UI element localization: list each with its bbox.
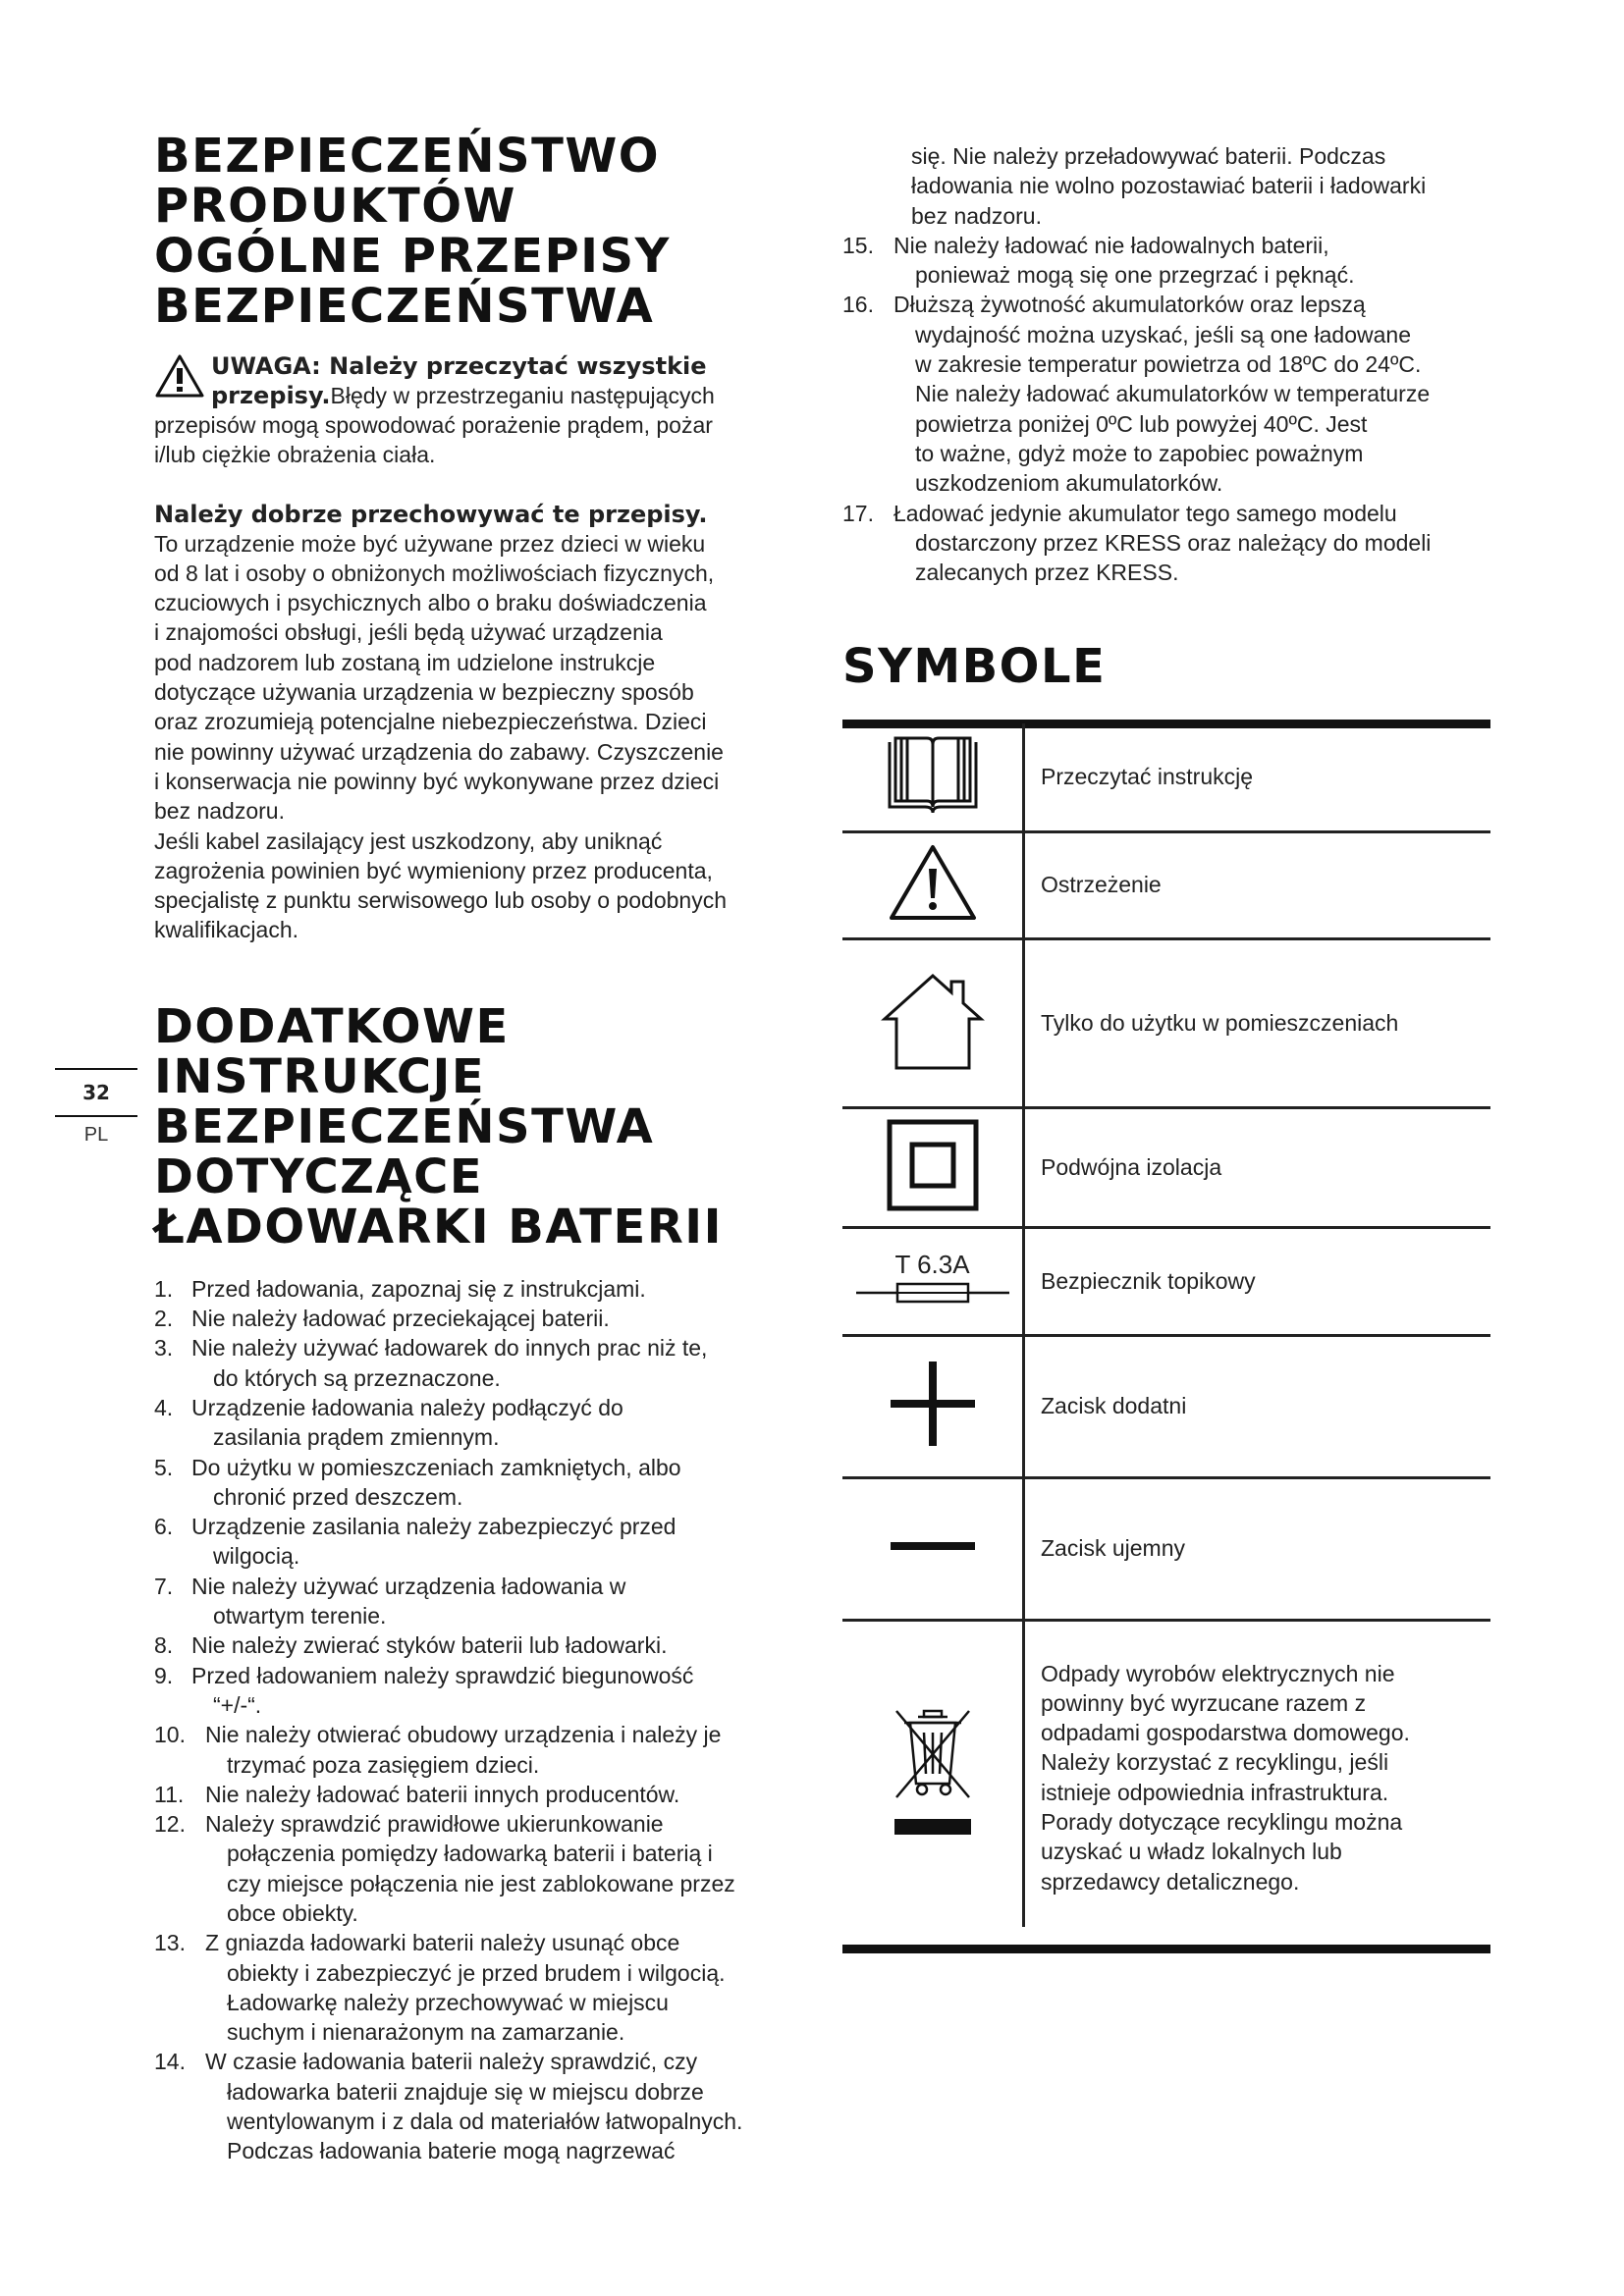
- title-line: BEZPIECZEŃSTWO: [154, 129, 661, 184]
- warning-heading: UWAGA: Należy przeczytać wszystkie: [211, 352, 707, 380]
- list-item-number: 7.: [154, 1573, 174, 1599]
- symbol-icon-cell: [842, 1335, 1024, 1477]
- list-item: [154, 1780, 810, 1809]
- symbol-icon-cell: [842, 1620, 1024, 1927]
- paragraph-line: nie powinny używać urządzenia do zabawy. Czyszczenie: [154, 738, 724, 765]
- symbol-row: [842, 1227, 1490, 1335]
- list-item-line: Nie należy używać urządzenia ładowania w: [191, 1573, 626, 1599]
- label-line: Odpady wyrobów elektrycznych nie: [1041, 1660, 1395, 1686]
- paragraph-line: i znajomości obsługi, jeśli będą używać urządzenia: [154, 619, 663, 646]
- symbol-label: Podwójna izolacja: [1041, 1153, 1222, 1180]
- list-item-line: otwartym terenie.: [213, 1603, 387, 1629]
- list-item-number: 9.: [154, 1662, 174, 1688]
- list-item-line: Do użytku w pomieszczeniach zamkniętych, albo: [191, 1454, 681, 1480]
- list-item-line: Nie należy ładować akumulatorków w temperaturze: [915, 381, 1431, 407]
- children-safety-paragraph: [154, 529, 810, 945]
- list-item-line: Podczas ładowania baterie mogą nagrzewać: [227, 2138, 676, 2164]
- paragraph-line: dotyczące używania urządzenia w bezpieczny sposób: [154, 679, 694, 706]
- list-item-number: 3.: [154, 1335, 174, 1362]
- list-item-line: zasilania prądem zmiennym.: [213, 1424, 500, 1451]
- symbol-row: [842, 831, 1490, 938]
- list-item: [154, 1304, 810, 1333]
- symbol-row: [842, 1107, 1490, 1227]
- symbols-table: [842, 723, 1490, 1927]
- list-item-line: chronić przed deszczem.: [213, 1483, 463, 1510]
- list-item: [842, 290, 1490, 498]
- symbol-icon-cell: [842, 1107, 1024, 1227]
- list-item-line: dostarczony przez KRESS oraz należący do modeli: [915, 529, 1432, 556]
- list-item-number: 4.: [154, 1394, 174, 1420]
- symbols-table-bottom-rule: [842, 1945, 1490, 1953]
- label-line: sprzedawcy detalicznego.: [1041, 1868, 1300, 1895]
- book-icon: [884, 734, 982, 815]
- list-item-line: obce obiekty.: [227, 1899, 358, 1926]
- symbol-row: [842, 1620, 1490, 1927]
- list-item: [154, 1512, 810, 1572]
- list-item-number: 15.: [842, 232, 874, 258]
- list-item-number: 1.: [154, 1275, 174, 1302]
- symbol-icon-cell: [842, 1477, 1024, 1620]
- list-item-line: Dłuższą żywotność akumulatorków oraz lepszą: [893, 292, 1366, 318]
- symbol-label: Ostrzeżenie: [1041, 872, 1162, 898]
- list-item: [154, 1720, 810, 1780]
- fuse-rating-text: T 6.3A: [894, 1249, 970, 1279]
- list-item-number: 14.: [154, 2049, 186, 2075]
- paragraph-line: Jeśli kabel zasilający jest uszkodzony, aby uniknąć: [154, 828, 663, 854]
- list-item-line: Ładowarkę należy przechowywać w miejscu: [227, 1989, 669, 2015]
- section-title-charger-safety: [154, 998, 810, 1255]
- list-item-line: to ważne, gdyż może to zapobiec poważnym: [915, 440, 1364, 466]
- symbol-icon-cell: [842, 831, 1024, 938]
- list-item: [154, 1333, 810, 1393]
- charger-instructions-list-continued: [842, 231, 1490, 588]
- list-item-line: Nie należy zwierać styków baterii lub ładowarki.: [191, 1632, 668, 1659]
- title-line: DODATKOWE: [154, 998, 510, 1054]
- list-item-number: 6.: [154, 1514, 174, 1540]
- paragraph-line: bez nadzoru.: [154, 798, 285, 825]
- plus-icon: [889, 1360, 977, 1448]
- symbol-label-weee: [1024, 1620, 1491, 1927]
- paragraph-line: oraz zrozumieją potencjalne niebezpieczeństwa. Dzieci: [154, 709, 707, 735]
- symbol-row: [842, 938, 1490, 1107]
- paragraph-line: To urządzenie może być używane przez dzieci w wieku: [154, 530, 706, 557]
- page-marker: [55, 1068, 137, 1152]
- list-item: [154, 1661, 810, 1721]
- list-item-line: Ładować jedynie akumulator tego samego modelu: [893, 500, 1397, 526]
- list-item-line: Urządzenie zasilania należy zabezpieczyć przed: [191, 1514, 677, 1540]
- list-item-line: ładowarka baterii znajduje się w miejscu dobrze: [227, 2078, 704, 2105]
- symbol-row: [842, 1335, 1490, 1477]
- list-item-number: 13.: [154, 1930, 186, 1956]
- list-item: [154, 2047, 810, 2165]
- list-item: [154, 1393, 810, 1453]
- list-item-line: Należy sprawdzić prawidłowe ukierunkowanie: [205, 1811, 664, 1838]
- list-item-line: ładowania nie wolno pozostawiać baterii i ładowarki: [911, 173, 1427, 199]
- symbol-label: Bezpiecznik topikowy: [1041, 1267, 1256, 1294]
- list-item: [154, 1809, 810, 1928]
- paragraph-line: od 8 lat i osoby o obniżonych możliwościach fizycznych,: [154, 560, 715, 586]
- list-item-line: “+/-“.: [213, 1691, 262, 1718]
- crossed-bin-icon: [889, 1703, 977, 1841]
- list-item-number: 11.: [154, 1781, 185, 1807]
- paragraph-line: pod nadzorem lub zostaną im udzielone instrukcje: [154, 649, 656, 675]
- keep-instructions-heading: Należy dobrze przechowywać te przepisy.: [154, 500, 708, 528]
- warning-triangle-icon: [154, 353, 205, 399]
- list-item-line: ponieważ mogą się one przegrzać i pęknąć.: [915, 262, 1355, 289]
- list-item-line: w zakresie temperatur powietrza od 18ºC do 24ºC.: [915, 351, 1422, 378]
- list-item-line: do których są przeznaczone.: [213, 1364, 501, 1391]
- list-item-line: bez nadzoru.: [911, 202, 1042, 229]
- paragraph-line: zagrożenia powinien być wymieniony przez producenta,: [154, 857, 713, 883]
- symbol-icon-cell: [842, 723, 1024, 831]
- list-item-line: zalecanych przez KRESS.: [915, 560, 1179, 586]
- symbol-label: Przeczytać instrukcję: [1041, 764, 1254, 790]
- list-item: [154, 1274, 810, 1304]
- warning-triangle-icon: [888, 843, 978, 922]
- house-icon: [879, 970, 987, 1072]
- list-item-line: połączenia pomiędzy ładowarką baterii i baterią i: [227, 1841, 713, 1867]
- title-line: PRODUKTÓW: [154, 179, 516, 234]
- label-line: powinny być wyrzucane razem z: [1041, 1689, 1367, 1716]
- fuse-icon: [854, 1278, 1011, 1308]
- charger-instructions-list: [154, 1274, 810, 2166]
- minus-icon: [889, 1538, 977, 1554]
- warning-text-line: przepisów mogą spowodować porażenie prądem, pożar: [154, 412, 713, 438]
- label-line: Porady dotyczące recyklingu można: [1041, 1808, 1403, 1835]
- list-item-number: 5.: [154, 1454, 174, 1480]
- title-line: DOTYCZĄCE: [154, 1148, 484, 1204]
- list-item: [154, 1572, 810, 1631]
- list-item-line: Nie należy ładować przeciekającej baterii.: [191, 1306, 610, 1332]
- list-item-number: 8.: [154, 1632, 174, 1659]
- symbol-row: [842, 1477, 1490, 1620]
- list-item-line: Z gniazda ładowarki baterii należy usunąć obce: [205, 1930, 680, 1956]
- list-item-number: 2.: [154, 1306, 174, 1332]
- list-item-line: obiekty i zabezpieczyć je przed brudem i wilgocią.: [227, 1959, 726, 1986]
- symbol-label: Tylko do użytku w pomieszczeniach: [1041, 1009, 1399, 1036]
- page-number: 32: [82, 1081, 110, 1104]
- list-item-line: powietrza poniżej 0ºC lub powyżej 40ºC. Jest: [915, 410, 1368, 437]
- section-title-product-safety: [154, 129, 810, 334]
- list-item-line: uszkodzeniom akumulatorków.: [915, 470, 1223, 497]
- list-item-line: Nie należy używać ładowarek do innych prac niż te,: [191, 1335, 708, 1362]
- right-column: [842, 141, 1490, 695]
- label-line: odpadami gospodarstwa domowego.: [1041, 1720, 1410, 1746]
- list-item: [154, 1630, 810, 1660]
- title-line: INSTRUKCJE: [154, 1048, 486, 1104]
- title-line: BEZPIECZEŃSTWA: [154, 1098, 655, 1154]
- list-item: [842, 499, 1490, 588]
- list-item-number: 16.: [842, 292, 874, 318]
- language-code: PL: [83, 1124, 109, 1146]
- label-line: Należy korzystać z recyklingu, jeśli: [1041, 1749, 1389, 1776]
- list-item-number: 12.: [154, 1811, 186, 1838]
- list-item-line: Przed ładowania, zapoznaj się z instrukcjami.: [191, 1275, 646, 1302]
- list-item-line: się. Nie należy przeładowywać baterii. Podczas: [911, 143, 1386, 169]
- paragraph-line: specjalistę z punktu serwisowego lub osoby o podobnych: [154, 887, 728, 914]
- list-item-number: 10.: [154, 1722, 186, 1748]
- label-line: uzyskać u władz lokalnych lub: [1041, 1839, 1342, 1865]
- symbol-icon-cell: [842, 1227, 1024, 1335]
- symbol-label: Zacisk ujemny: [1041, 1535, 1185, 1562]
- item-14-continuation: [842, 141, 1490, 231]
- list-item-line: wilgocią.: [213, 1543, 300, 1570]
- double-square-icon: [887, 1119, 979, 1211]
- list-item-line: czy miejsce połączenia nie jest zablokowane przez: [227, 1870, 735, 1896]
- symbol-label: Zacisk dodatni: [1041, 1393, 1187, 1419]
- label-line: istnieje odpowiednia infrastruktura.: [1041, 1779, 1389, 1805]
- list-item-line: Urządzenie ładowania należy podłączyć do: [191, 1394, 623, 1420]
- warning-text-line: i/lub ciężkie obrażenia ciała.: [154, 442, 436, 468]
- warning-heading-cont: przepisy.: [211, 382, 331, 409]
- paragraph-line: kwalifikacjach.: [154, 917, 298, 943]
- list-item: [842, 231, 1490, 291]
- list-item-line: suchym i nienarażonym na zamarzanie.: [227, 2019, 625, 2046]
- list-item-line: W czasie ładowania baterii należy sprawdzić, czy: [205, 2049, 698, 2075]
- left-column: [154, 129, 810, 2166]
- title-line: OGÓLNE PRZEPISY: [154, 229, 671, 284]
- warning-text-line: [154, 381, 810, 410]
- symbols-title: SYMBOLE: [842, 639, 1107, 695]
- list-item-line: wentylowanym i z dala od materiałów łatwopalnych.: [227, 2109, 743, 2135]
- symbol-icon-cell: [842, 938, 1024, 1107]
- paragraph-line: czuciowych i psychicznych albo o braku doświadczenia: [154, 590, 707, 616]
- list-item-line: Nie należy otwierać obudowy urządzenia i należy je: [205, 1722, 722, 1748]
- list-item-line: trzymać poza zasięgiem dzieci.: [227, 1751, 540, 1778]
- title-line: BEZPIECZEŃSTWA: [154, 279, 655, 334]
- title-line: ŁADOWARKI BATERII: [154, 1199, 723, 1255]
- warning-text: Błędy w przestrzeganiu następujących: [330, 383, 715, 408]
- list-item-number: 17.: [842, 500, 874, 526]
- symbol-row: [842, 723, 1490, 831]
- list-item-line: wydajność można uzyskać, jeśli są one ładowane: [915, 321, 1411, 347]
- warning-block: [154, 351, 810, 470]
- paragraph-line: i konserwacja nie powinny być wykonywane przez dzieci: [154, 768, 720, 794]
- list-item: [154, 1453, 810, 1513]
- list-item-line: Przed ładowaniem należy sprawdzić biegunowość: [191, 1662, 694, 1688]
- list-item: [154, 1928, 810, 2047]
- list-item-line: Nie należy ładować nie ładowalnych baterii,: [893, 232, 1329, 258]
- list-item-line: Nie należy ładować baterii innych producentów.: [205, 1781, 680, 1807]
